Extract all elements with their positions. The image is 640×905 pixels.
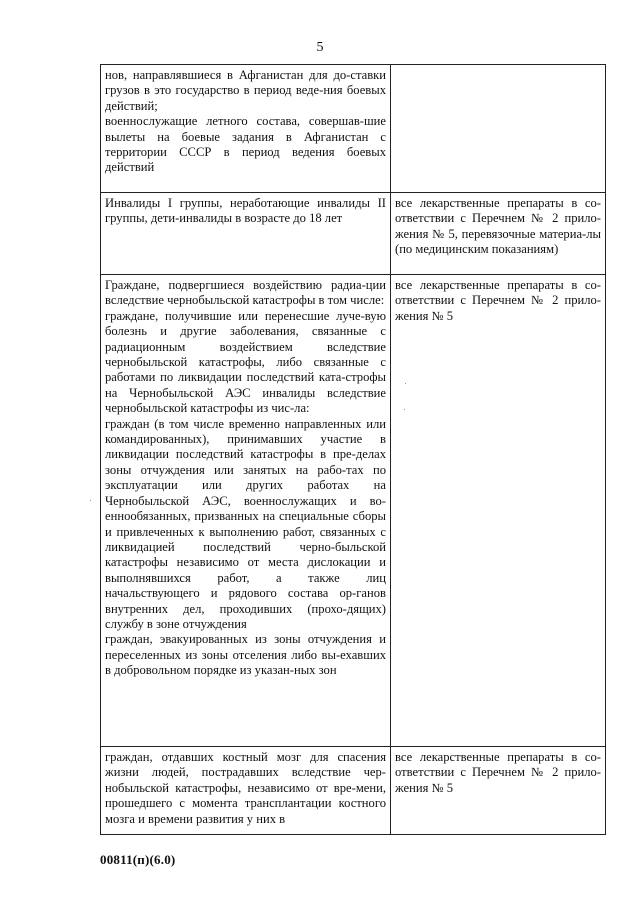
benefit-cell xyxy=(391,65,606,193)
category-paragraph: Инвалиды I группы, неработающие инвалиды II группы, дети-инвалиды в возрасте до 18 лет xyxy=(105,196,386,226)
benefit-cell: все лекарственные препараты в со-ответствии с Перечнем № 2 прило-жения № 5, перевязочные материа-лы (по медицинским показаниям) xyxy=(391,193,606,275)
scan-speck xyxy=(90,500,91,501)
category-paragraph: граждан, эвакуированных из зоны отчуждения и переселенных из зоны отселения либо вы-ехавших в добровольном порядке из указан-ных зон xyxy=(105,632,386,678)
category-cell xyxy=(101,65,391,193)
category-paragraph: военнослужащие летного состава, совершав-шие вылеты на боевые задания в Афганистан с территории СССР в период ведения боевых действий xyxy=(105,114,386,175)
category-paragraph: граждан (в том числе временно направленных или командированных), принимавших участие в ликвидации последствий катастрофы в пре-делах зоны отчуждения или занятых на рабо-тах по эксплуатации или других работах на Чернобыльской АЭС, военнослужащих и во-еннообязанных, призванных на специальные сборы и привлеченных к выполнению работ, связанных с ликвидацией последствий черно-быльской катастрофы независимо от места дислокации и выполнявшихся работ, а также лиц начальствующего и рядового состава ор-ганов внутренних дел, проходивших (прохо-дящих) службу в зоне отчуждения xyxy=(105,416,386,631)
table-row xyxy=(101,747,606,835)
table-row xyxy=(101,65,606,193)
table-row xyxy=(101,193,606,275)
document-code: 00811(п)(6.0) xyxy=(100,852,176,867)
category-cell xyxy=(101,275,391,747)
category-paragraph: Граждане, подвергшиеся воздействию радиа-ции вследствие чернобыльской катастрофы в том числе: xyxy=(105,278,386,308)
drug-provision-table xyxy=(100,64,606,835)
benefit-cell: все лекарственные препараты в со-ответствии с Перечнем № 2 прило-жения № 5 xyxy=(391,747,606,835)
category-paragraph: нов, направлявшиеся в Афганистан для до-ставки грузов в это государство в период веде-ния боевых действий; xyxy=(105,68,386,113)
benefit-cell: все лекарственные препараты в со-ответствии с Перечнем № 2 прило-жения № 5 xyxy=(391,275,606,747)
category-cell xyxy=(101,747,391,835)
scan-speck xyxy=(405,383,406,384)
category-cell xyxy=(101,193,391,275)
category-paragraph: граждан, отдавших костный мозг для спасения жизни людей, пострадавших вследствие чер-нобыльской катастрофы, независимо от вре-мени, прошедшего с момента трансплантации костного мозга и времени развития у них в xyxy=(105,750,386,826)
page-number: 5 xyxy=(316,40,324,55)
category-paragraph: граждане, получившие или перенесшие луче-вую болезнь и другие заболевания, связанные с радиационным воздействием вследствие чернобыльской катастрофы, либо связанные с работами по ликвидации последствий ката-строфы на Чернобыльской АЭС инвалиды вследствие чернобыльской катастрофы из чис-ла: xyxy=(105,308,386,416)
table-row xyxy=(101,275,606,747)
scan-speck xyxy=(404,409,405,410)
